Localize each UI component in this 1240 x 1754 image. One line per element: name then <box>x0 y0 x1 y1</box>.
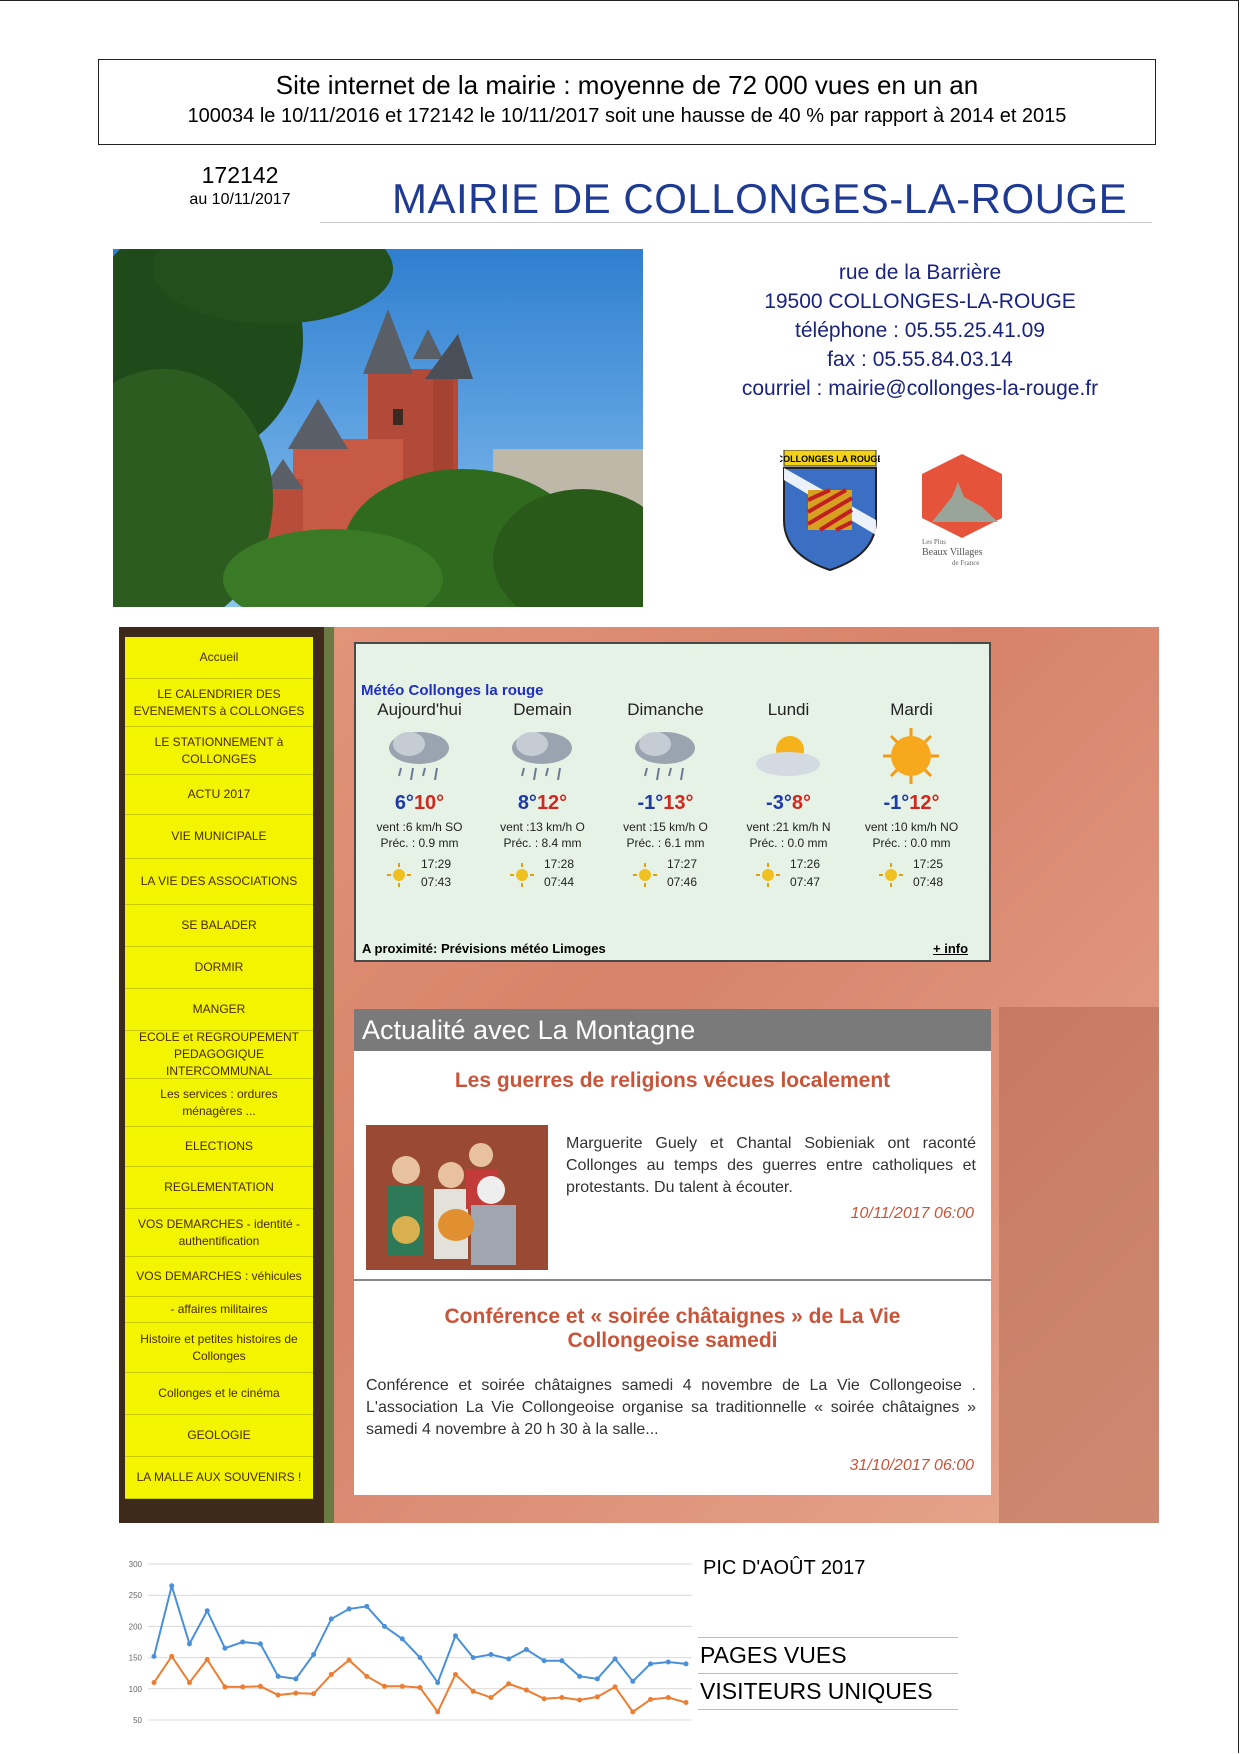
chart-point <box>205 1657 210 1662</box>
contact-street: rue de la Barrière <box>838 261 1002 284</box>
weather-wind: vent :21 km/h N <box>746 820 831 834</box>
plus-beaux-villages-logo <box>912 452 1012 572</box>
chart-point <box>559 1695 564 1700</box>
chart-point <box>666 1659 671 1664</box>
chart-point <box>364 1604 369 1609</box>
legend-visiteurs-uniques: VISITEURS UNIQUES <box>698 1673 958 1710</box>
sunset-time: 17:29 <box>421 857 452 871</box>
weather-title: Météo Collonges la rouge <box>361 682 544 699</box>
chart-y-tick-label: 100 <box>128 1684 142 1694</box>
nav-separator <box>324 627 334 1523</box>
sunrise-sunset-icon <box>633 863 657 887</box>
temp-max: 8° <box>791 792 811 814</box>
chart-point <box>471 1689 476 1694</box>
sunrise-time: 07:47 <box>790 875 821 889</box>
sunrise-time: 07:46 <box>667 875 698 889</box>
sunset-time: 17:25 <box>913 857 944 871</box>
chart-point <box>418 1655 423 1660</box>
article-1-text: Marguerite Guely et Chantal Sobieniak ont raconté Collonges au temps des guerres entre catholiques et protestants. Du talent à écouter. <box>566 1135 976 1196</box>
nav-item[interactable]: Accueil <box>125 637 313 679</box>
weather-day <box>480 700 605 895</box>
nav-item[interactable]: ECOLE et REGROUPEMENT PEDAGOGIQUE INTERCOMMUNAL <box>125 1031 313 1079</box>
nav-item[interactable]: VOS DEMARCHES : véhicules <box>125 1257 313 1297</box>
weather-day <box>849 700 974 895</box>
chart-point <box>152 1654 157 1659</box>
chart-point <box>169 1654 174 1659</box>
chart-point <box>293 1691 298 1696</box>
sun-times <box>849 855 974 895</box>
sunset-time: 17:28 <box>544 857 575 871</box>
chart-point <box>542 1696 547 1701</box>
weather-precip: Préc. : 0.0 mm <box>749 836 828 850</box>
weather-temps <box>603 792 728 815</box>
chart-point <box>205 1608 210 1613</box>
chart-point <box>400 1636 405 1641</box>
chart-point <box>276 1674 281 1679</box>
sidebar-nav <box>125 637 313 1499</box>
nav-item[interactable]: Histoire et petites histoires de Collonges <box>125 1323 313 1373</box>
news-divider <box>354 1279 991 1281</box>
weather-temps <box>726 792 851 815</box>
sun-times <box>357 855 482 895</box>
chart-point <box>382 1684 387 1689</box>
chart-point <box>187 1680 192 1685</box>
chart-point <box>311 1691 316 1696</box>
chart-point <box>506 1681 511 1686</box>
chart-point <box>577 1698 582 1703</box>
chart-point <box>506 1656 511 1661</box>
chart-point <box>524 1688 529 1693</box>
chart-point <box>311 1652 316 1657</box>
sunrise-time: 07:43 <box>421 875 452 889</box>
chart-point <box>488 1695 493 1700</box>
pbv-line1: Les Plus <box>922 538 946 546</box>
chart-point <box>684 1661 689 1666</box>
chart-point <box>418 1685 423 1690</box>
nav-item[interactable]: VIE MUNICIPALE <box>125 815 313 859</box>
temp-min: -3° <box>766 792 792 814</box>
chart-point <box>329 1616 334 1621</box>
weather-day-name: Dimanche <box>627 700 704 719</box>
weather-wind: vent :13 km/h O <box>500 820 585 834</box>
chart-point <box>453 1633 458 1638</box>
weather-temps <box>480 792 605 815</box>
chart-point <box>595 1694 600 1699</box>
chart-y-tick-label: 300 <box>128 1560 142 1569</box>
nav-item[interactable]: LE CALENDRIER DES EVENEMENTS à COLLONGES <box>125 679 313 727</box>
nav-item[interactable]: LA MALLE AUX SOUVENIRS ! <box>125 1457 313 1499</box>
chart-point <box>293 1676 298 1681</box>
nav-item[interactable]: LE STATIONNEMENT à COLLONGES <box>125 727 313 775</box>
nav-item[interactable]: Les services : ordures ménagères ... <box>125 1079 313 1127</box>
chart-point <box>542 1658 547 1663</box>
headline-box <box>98 59 1156 145</box>
article-1-photo[interactable] <box>366 1125 548 1270</box>
sunset-time: 17:27 <box>667 857 698 871</box>
article-1-date: 10/11/2017 06:00 <box>850 1205 974 1222</box>
temp-min: -1° <box>637 792 664 814</box>
weather-wind: vent :6 km/h SO <box>376 820 463 834</box>
sunrise-sunset-icon <box>510 863 534 887</box>
news-heading: Actualité avec La Montagne <box>354 1009 991 1051</box>
chart-point <box>488 1652 493 1657</box>
weather-day-name: Aujourd'hui <box>377 700 462 719</box>
nav-item[interactable]: GEOLOGIE <box>125 1415 313 1457</box>
chart-point <box>347 1606 352 1611</box>
weather-day-name: Lundi <box>767 700 810 719</box>
chart-y-tick-label: 200 <box>128 1622 142 1632</box>
weather-precip: Préc. : 0.9 mm <box>380 836 459 850</box>
chart-point <box>435 1680 440 1685</box>
weather-wind: vent :15 km/h O <box>623 820 708 834</box>
article-1-title[interactable]: Les guerres de religions vécues localement <box>454 1069 891 1092</box>
sun-times <box>480 855 605 895</box>
shield-text: COLLONGES LA ROUGE <box>780 454 880 464</box>
nav-item[interactable]: VOS DEMARCHES - identité - authentification <box>125 1209 313 1257</box>
contact-email[interactable]: courriel : mairie@collonges-la-rouge.fr <box>741 377 1099 400</box>
sunrise-sunset-icon <box>756 863 780 887</box>
nav-item[interactable]: LA VIE DES ASSOCIATIONS <box>125 859 313 905</box>
sun-times-text <box>790 855 820 891</box>
sun-times-text <box>544 855 574 891</box>
nav-item[interactable]: - affaires militaires <box>125 1297 313 1323</box>
weather-precip: Préc. : 8.4 mm <box>503 836 582 850</box>
chart-point <box>240 1640 245 1645</box>
website-screenshot <box>119 627 1159 1523</box>
visit-counter <box>150 162 330 209</box>
chart-point <box>524 1647 529 1652</box>
headline-subtitle: 100034 le 10/11/2016 et 172142 le 10/11/2017 soit une hausse de 40 % par rapport à 2014 et 2015 <box>187 105 1067 127</box>
chart-point <box>347 1658 352 1663</box>
sun-times-text <box>913 855 943 891</box>
nav-item[interactable]: MANGER <box>125 989 313 1031</box>
temp-min: 6° <box>394 792 414 814</box>
temp-max: 12° <box>536 792 568 814</box>
article-2-text: Conférence et soirée châtaignes samedi 4 novembre de La Vie Collongeoise . L'association La Vie Collongeoise organise sa traditionnelle « soirée châtaignes » samedi 4 novembre à 20 h 30 à la salle... <box>366 1377 976 1438</box>
sun-icon <box>871 726 951 789</box>
nav-item[interactable]: ELECTIONS <box>125 1127 313 1167</box>
chart-y-tick-label: 50 <box>133 1716 142 1725</box>
rain-cloud-icon <box>625 726 705 789</box>
sunrise-sunset-icon <box>879 863 903 887</box>
chart-point <box>666 1695 671 1700</box>
chart-point <box>329 1672 334 1677</box>
pbv-line2: Beaux Villages <box>922 547 983 558</box>
chart-svg <box>120 1552 700 1727</box>
nav-item[interactable]: SE BALADER <box>125 905 313 947</box>
chart-point <box>382 1624 387 1629</box>
article-2-title[interactable]: Conférence et « soirée châtaignes » de La Vie Collongeoise samedi <box>444 1305 901 1352</box>
hero-photo <box>113 249 643 607</box>
weather-day <box>726 700 851 895</box>
sun-times-text <box>667 855 697 891</box>
chart-point <box>276 1693 281 1698</box>
nav-item[interactable]: DORMIR <box>125 947 313 989</box>
temp-max: 10° <box>413 792 445 814</box>
chart-point <box>222 1646 227 1651</box>
chart-series-line-1 <box>154 1656 686 1712</box>
site-title: MAIRIE DE COLLONGES-LA-ROUGE <box>392 175 1128 222</box>
chart-point <box>364 1674 369 1679</box>
weather-precip: Préc. : 6.1 mm <box>626 836 705 850</box>
chart-point <box>169 1583 174 1588</box>
pbv-line3: de France <box>952 559 980 567</box>
weather-footer-link[interactable]: A proximité: Prévisions météo Limoges <box>362 941 606 956</box>
chart-point <box>400 1684 405 1689</box>
temp-min: -1° <box>883 792 910 814</box>
weather-more-link[interactable]: + info <box>933 941 969 956</box>
weather-widget <box>354 642 991 962</box>
headline-title: Site internet de la mairie : moyenne de 72 000 vues en un an <box>275 70 979 100</box>
weather-day-name: Demain <box>513 700 572 719</box>
rain-cloud-icon <box>379 726 459 789</box>
contact-phone: téléphone : 05.55.25.41.09 <box>795 319 1045 342</box>
nav-item[interactable]: REGLEMENTATION <box>125 1167 313 1209</box>
chart-point <box>471 1655 476 1660</box>
chart-point <box>222 1684 227 1689</box>
chart-point <box>435 1709 440 1714</box>
chart-point <box>258 1641 263 1646</box>
contact-city: 19500 COLLONGES-LA-ROUGE <box>764 290 1076 313</box>
chart-point <box>453 1672 458 1677</box>
nav-item[interactable]: Collonges et le cinéma <box>125 1373 313 1415</box>
chart-point <box>258 1684 263 1689</box>
chart-legend <box>698 1637 958 1710</box>
weather-day <box>357 700 482 895</box>
weather-wind: vent :10 km/h NO <box>864 820 959 834</box>
contact-block <box>660 258 1180 403</box>
chart-y-tick-label: 150 <box>128 1653 142 1663</box>
rain-cloud-icon <box>502 726 582 789</box>
chart-point <box>684 1700 689 1705</box>
article-2-date: 31/10/2017 06:00 <box>849 1457 974 1474</box>
counter-value: 172142 <box>201 162 279 188</box>
chart-point <box>559 1658 564 1663</box>
sunrise-sunset-icon <box>387 863 411 887</box>
chart-point <box>577 1674 582 1679</box>
chart-point <box>630 1679 635 1684</box>
chart-point <box>630 1709 635 1714</box>
counter-date: au 10/11/2017 <box>189 191 291 208</box>
chart-point <box>648 1661 653 1666</box>
chart-peak-label: PIC D'AOÛT 2017 <box>703 1557 866 1579</box>
chart-point <box>613 1656 618 1661</box>
temp-max: 12° <box>909 792 940 814</box>
chart-point <box>648 1697 653 1702</box>
title-divider <box>320 222 1152 223</box>
contact-fax: fax : 05.55.84.03.14 <box>827 348 1013 371</box>
sun-times <box>603 855 728 895</box>
coat-of-arms-logo <box>780 450 880 572</box>
weather-day-name: Mardi <box>890 700 933 719</box>
temp-max: 13° <box>663 792 694 814</box>
chart-point <box>595 1676 600 1681</box>
sunrise-time: 07:48 <box>913 875 944 889</box>
chart-point <box>152 1680 157 1685</box>
weather-precip: Préc. : 0.0 mm <box>872 836 951 850</box>
sunset-time: 17:26 <box>790 857 821 871</box>
weather-temps <box>849 792 974 815</box>
weather-temps <box>357 792 482 815</box>
sun-cloud-icon <box>748 726 828 789</box>
chart-y-tick-label: 250 <box>128 1591 142 1601</box>
sunrise-time: 07:44 <box>544 875 575 889</box>
news-panel <box>354 1009 991 1495</box>
sun-times <box>726 855 851 895</box>
chart-point <box>240 1684 245 1689</box>
background-castle <box>999 1007 1159 1523</box>
nav-item[interactable]: ACTU 2017 <box>125 775 313 815</box>
traffic-line-chart <box>120 1552 700 1727</box>
legend-pages-vues: PAGES VUES <box>698 1637 958 1673</box>
sun-times-text <box>421 855 451 891</box>
temp-min: 8° <box>517 792 537 814</box>
chart-series-line-0 <box>154 1586 686 1683</box>
chart-point <box>613 1684 618 1689</box>
weather-day <box>603 700 728 895</box>
chart-point <box>187 1641 192 1646</box>
